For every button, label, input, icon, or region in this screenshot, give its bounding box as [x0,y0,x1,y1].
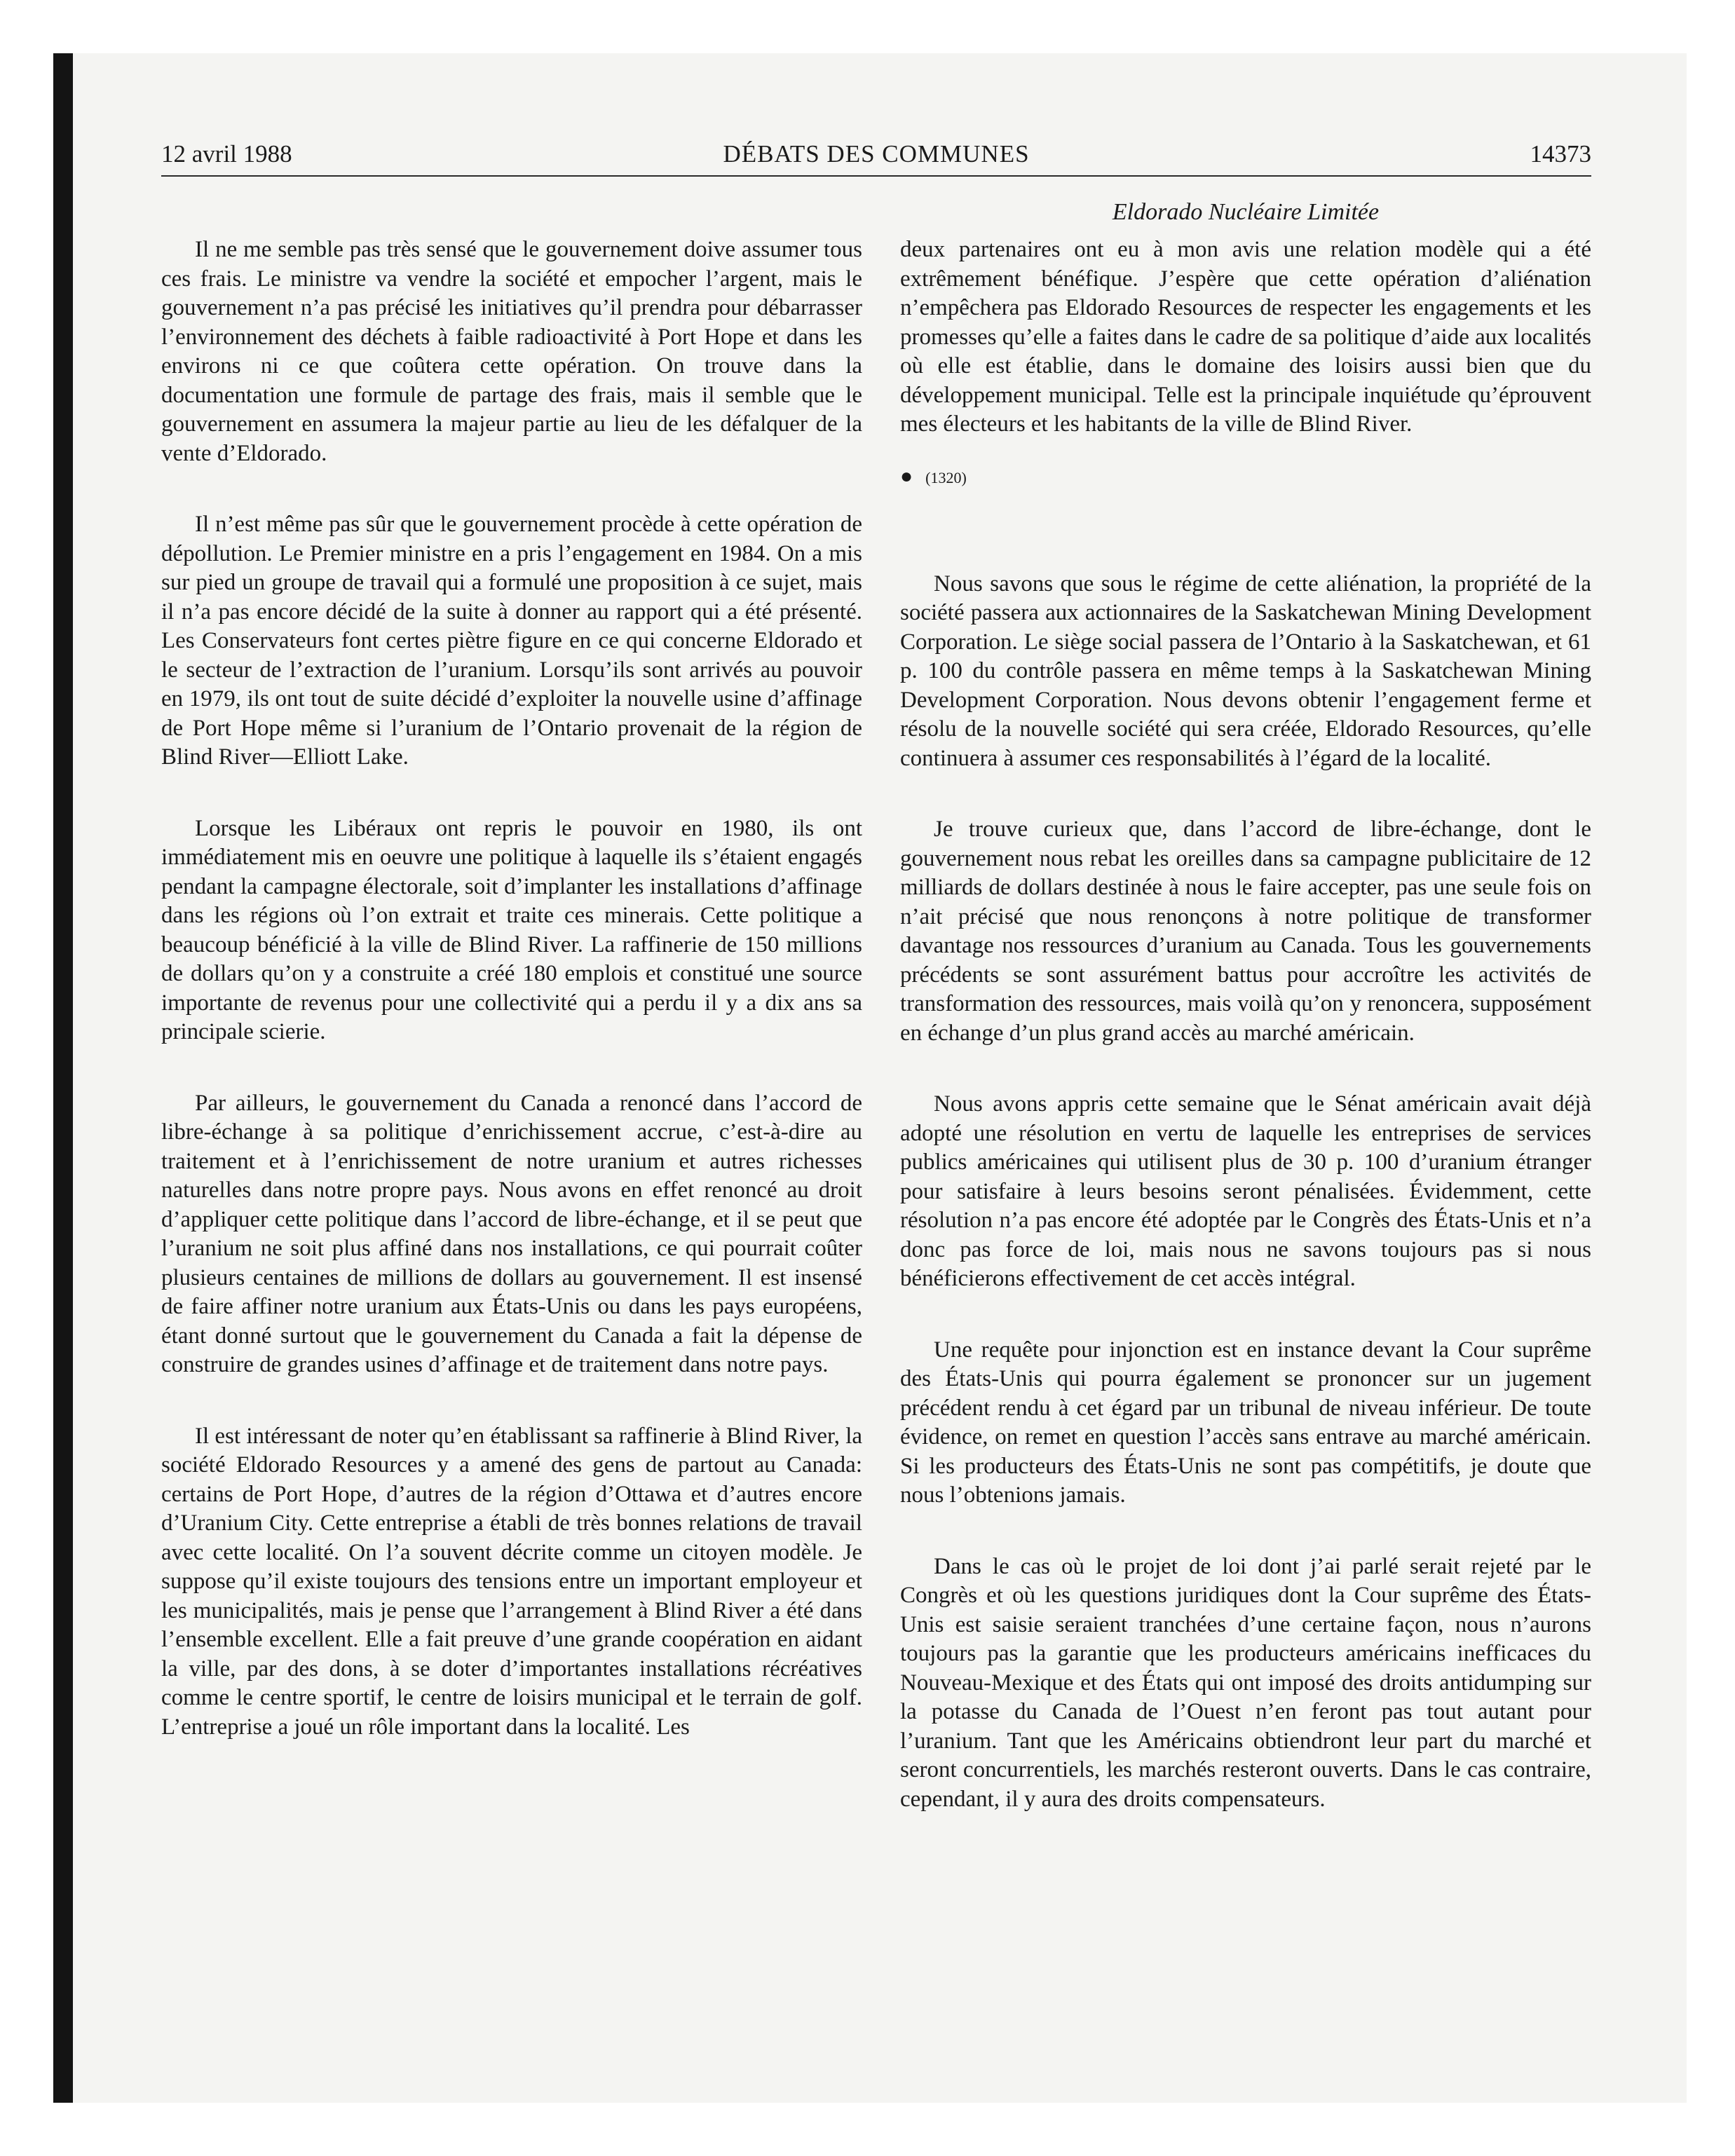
paragraph-continuation: deux partenaires ont eu à mon avis une relation modèle qui a été extrêmement bénéfique. J’espère que cette opération d’aliénation n’empêchera pas Eldorado Resources de respecter les engagements et les promesses qu’elle a faites dans le cadre de sa politique d’aide aux localités où elle est établie, dans le domaine des loisirs aussi bien que du développement municipal. Telle est la principale inquiétude qu’éprouvent mes électeurs et les habitants de la ville de Blind River. [900,237,1591,437]
header-rule [161,175,1591,177]
paragraph: Nous avons appris cette semaine que le Sénat américain avait déjà adopté une résolution en vertu de laquelle les entreprises de services publics américaines qui utilisent plus de 30 p. 100 d’uranium étranger pour satisfaire à leurs besoins seront pénalisées. Évidemment, cette résolution n’a pas encore été adoptée par le Congrès des États-Unis et n’a donc pas force de loi, mais nous ne savons toujours pas si nous bénéficierons effectivement de cet accès intégral. [900,1091,1591,1291]
time-marker-label: (1320) [925,468,967,486]
header-date: 12 avril 1988 [161,140,292,168]
paragraph: Dans le cas où le projet de loi dont j’ai parlé serait rejeté par le Congrès et où les questions juridiques dont la Cour suprême des États-Unis est saisie seraient tranchées d’une certaine façon, nous n’aurons toujours pas la garantie que les producteurs américains inefficaces du Nouveau-Mexique et des États qui ont imposé des droits antidumping sur la potasse du Canada de l’Ouest n’en feront pas tout autant pour l’uranium. Tant que les Américains obtiendront leur part du marché et seront concurrentiels, les marchés resteront ouverts. Dans le cas contraire, cependant, il y aura des droits compensateurs. [900,1553,1591,1812]
right-column [900,236,1591,1856]
scan-edge-bar [53,53,73,2103]
paragraph: Il n’est même pas sûr que le gouvernement procède à cette opération de dépollution. Le Premier ministre en a pris l’engagement en 1984. On a mis sur pied un groupe de travail qui a formulé une proposition à ce sujet, mais il n’a pas encore décidé de la suite à donner au rapport qui a été présenté. Les Conservateurs font certes piètre figure en ce qui concerne Eldorado et le secteur de l’extraction de l’uranium. Lorsqu’ils sont arrivés au pouvoir en 1979, ils ont tout de suite décidé d’exploiter la nouvelle usine d’affinage de Port Hope même si l’uranium de l’Ontario provenait de la région de Blind River—Elliott Lake. [161,512,862,770]
paragraph: Par ailleurs, le gouvernement du Canada a renoncé dans l’accord de libre-échange à sa politique d’enrichissement accrue, c’est-à-dire au traitement et à l’enrichissement de notre uranium et autres richesses naturelles dans notre propre pays. Nous avons en effet renoncé au droit d’appliquer cette politique dans l’accord de libre-échange, et il se peut que l’uranium ne soit plus affiné dans nos installations, ce qui pourrait coûter plusieurs centaines de millions de dollars au gouvernement. Il est insensé de faire affiner notre uranium aux États-Unis ou dans les pays européens, étant donné surtout que le gouvernement du Canada a fait la dépense de construire de grandes usines d’affinage et de traitement dans notre pays. [161,1090,862,1377]
bullet-icon: ● [900,464,913,488]
paragraph: Une requête pour injonction est en instance devant la Cour suprême des États-Unis qui pourra également se prononcer sur un jugement précédent rendu à cet égard par un tribunal de niveau inférieur. De toute évidence, on remet en question l’accès sans entrave au marché américain. Si les producteurs des États-Unis ne sont pas compétitifs, je doute que nous l’obtenions jamais. [900,1337,1591,1508]
paragraph: Je trouve curieux que, dans l’accord de libre-échange, dont le gouvernement nous rebat les oreilles dans sa campagne publicitaire de 12 milliards de dollars destinée à nous le faire accepter, pas une seule fois on n’ait précisé que nous renonçons à notre politique de transformer davantage nos ressources d’uranium au Canada. Tous les gouvernements précédents se sont assurément battus pour accroître les activités de transformation des ressources, mais voilà qu’on y renoncera, supposément en échange d’un plus grand accès au marché américain. [900,817,1591,1046]
time-marker [900,466,1591,489]
running-subject: Eldorado Nucléaire Limitée [1112,199,1380,225]
header-page-number: 14373 [1530,140,1591,168]
page-header [161,140,1591,174]
paragraph: Il est intéressant de noter qu’en établissant sa raffinerie à Blind River, la société Eldorado Resources y a amené des gens de partout au Canada: certains de Port Hope, d’autres de la région d’Ottawa et d’autres encore d’Uranium City. Cette entreprise a établi de très bonnes relations de travail avec cette localité. On l’a souvent décrite comme un citoyen modèle. Je suppose qu’il existe toujours des tensions entre un important employeur et les municipalités, mais je pense que l’arrangement à Blind River a été dans l’ensemble excellent. Elle a fait preuve d’une grande coopération en aidant la ville, par des dons, à se doter d’importantes installations récréatives comme le centre sportif, le centre de loisirs municipal et le terrain de golf. L’entreprise a joué un rôle important dans la localité. Les [161,1423,863,1740]
left-column [161,236,862,1784]
paragraph: Lorsque les Libéraux ont repris le pouvoir en 1980, ils ont immédiatement mis en oeuvre une politique à laquelle ils s’étaient engagés pendant la campagne électorale, soit d’implanter les installations d’affinage dans les régions où l’on extrait et traite ces minerais. Cette politique a beaucoup bénéficié à la ville de Blind River. La raffinerie de 150 millions de dollars qu’on y a construite a créé 180 emplois et constitué une source importante de revenus pour une collectivité qui a perdu il y a dix ans sa principale scierie. [161,815,862,1044]
paragraph: Il ne me semble pas très sensé que le gouvernement doive assumer tous ces frais. Le ministre va vendre la société et empocher l’argent, mais le gouvernement n’a pas précisé les initiatives qu’il prendra pour débarrasser l’environnement des déchets à faible radioactivité à Port Hope et dans les environs ni ce que coûtera cette opération. On trouve dans la documentation une formule de partage des frais, mais il semble que le gouvernement en assumera la majeur partie au lieu de les défalquer de la vente d’Eldorado. [161,237,862,466]
header-title: DÉBATS DES COMMUNES [723,140,1030,168]
paragraph: Nous savons que sous le régime de cette aliénation, la propriété de la société passera aux actionnaires de la Saskatchewan Mining Development Corporation. Le siège social passera de l’Ontario à la Saskatchewan, et 61 p. 100 du contrôle passera en même temps à la Saskatchewan Mining Development Corporation. Nous devons obtenir l’engagement ferme et résolu de la nouvelle société qui sera créée, Eldorado Resources, qu’elle continuera à assumer ces responsabilités à l’égard de la localité. [900,571,1591,771]
